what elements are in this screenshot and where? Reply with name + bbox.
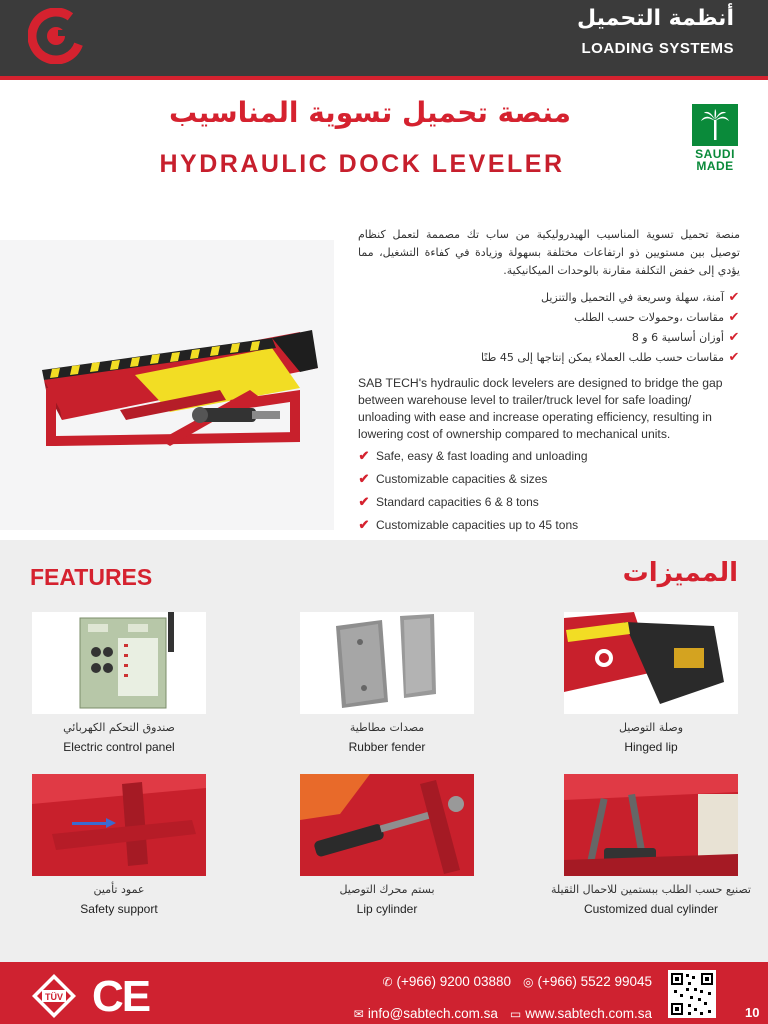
tuv-text: TÜV <box>45 992 63 1002</box>
dual-cylinder-image <box>564 774 738 876</box>
list-item-text: مقاسات حسب طلب العملاء يمكن إنتاجها إلى 45 طنًا <box>480 351 724 364</box>
checkmark-icon: ✔ <box>358 447 370 463</box>
feature-card-safety-support <box>16 774 222 916</box>
list-item <box>358 328 740 348</box>
web-row <box>354 1006 652 1021</box>
feature-caption-ar: مصدات مطاطية <box>349 721 425 734</box>
website-link[interactable] <box>510 1006 652 1021</box>
phone-icon: ✆ <box>382 974 393 989</box>
feature-caption-ar: عمود تأمين <box>93 883 145 896</box>
list-item-text: Safe, easy & fast loading and unloading <box>376 448 588 463</box>
product-title-ar: منصة تحميل تسوية المناسيب <box>169 96 571 129</box>
email-link[interactable] <box>354 1006 498 1021</box>
description-en: SAB TECH's hydraulic dock levelers are designed to bridge the gap between warehouse level to trailer/truck level for safe loading/ unloading with ease and increase operating efficiency, resulting in lowering cost of ownership compared to mechanical units. <box>358 376 723 441</box>
dock-leveler-illustration <box>0 240 334 530</box>
feature-card-electric-control-panel <box>16 612 222 754</box>
feature-card-customized-dual-cylinder <box>548 774 754 916</box>
page-header <box>0 0 768 76</box>
feature-caption-en: Safety support <box>80 902 158 916</box>
list-item <box>358 467 742 490</box>
feature-caption-ar: وصلة التوصيل <box>618 721 684 734</box>
feature-card-rubber-fender <box>284 612 490 754</box>
checkmark-icon: ✔ <box>728 290 740 305</box>
checkmark-icon: ✔ <box>358 516 370 532</box>
feature-card-lip-cylinder <box>284 774 490 916</box>
sabtech-logo-icon <box>28 8 84 64</box>
list-item <box>358 308 740 328</box>
ce-mark: CE <box>92 972 150 1021</box>
electric-control-panel-image <box>32 612 206 714</box>
tuv-certification-icon <box>30 972 78 1020</box>
list-item-text: Customizable capacities & sizes <box>376 471 548 486</box>
description-ar: منصة تحميل تسوية المناسيب الهيدروليكية من ساب تك مصممة لتعمل كنظام توصيل بين مستويين ذو ارتفاعات مختلفة بسهولة وزيادة في كفاءة التشغيل، مما يؤدي إلى خفض التكلفة مقارنة بالوحدات الميكانيكية. <box>358 228 740 277</box>
whatsapp-contact[interactable] <box>523 974 652 989</box>
header-title-en: LOADING SYSTEMS <box>581 40 734 57</box>
feature-caption-en: Customized dual cylinder <box>583 902 719 916</box>
features-heading-ar: المميزات <box>622 558 738 588</box>
list-item <box>358 444 742 467</box>
phone-row <box>382 974 652 989</box>
feature-caption-ar: صندوق التحكم الكهربائي <box>63 721 175 734</box>
header-divider <box>0 76 768 80</box>
list-item-text: مقاسات ،وحمولات حسب الطلب <box>574 311 724 324</box>
header-title-ar: أنظمة التحميل <box>577 6 734 31</box>
page-number: 10 <box>745 1005 760 1020</box>
email-icon: ✉ <box>353 1006 364 1021</box>
list-item-text: آمنة، سهلة وسريعة في التحميل والتنزيل <box>541 291 724 304</box>
list-item <box>358 513 742 536</box>
checkmark-icon: ✔ <box>358 470 370 486</box>
website-url: www.sabtech.com.sa <box>525 1006 652 1021</box>
dock-leveler-image <box>0 240 334 530</box>
made-line: MADE <box>696 159 734 173</box>
safety-support-image <box>32 774 206 876</box>
list-item <box>358 490 742 513</box>
saudi-made-badge <box>692 104 738 172</box>
checkmark-icon: ✔ <box>358 493 370 509</box>
feature-caption-ar: بستم محرك التوصيل <box>339 883 435 896</box>
checkmark-icon: ✔ <box>728 310 740 325</box>
list-item-text: Standard capacities 6 & 8 tons <box>376 494 539 509</box>
email-address: info@sabtech.com.sa <box>367 1006 498 1021</box>
saudi-made-text <box>692 148 738 172</box>
features-heading-en: FEATURES <box>30 564 153 590</box>
whatsapp-icon: ◎ <box>523 974 534 989</box>
monitor-icon: ▭ <box>509 1006 522 1021</box>
product-title-en: HYDRAULIC DOCK LEVELER <box>159 150 565 178</box>
feature-caption-ar: تصنيع حسب الطلب ببستمين للاحمال الثقيلة <box>551 883 751 896</box>
feature-card-hinged-lip <box>548 612 754 754</box>
list-item <box>358 288 740 308</box>
feature-caption-en: Electric control panel <box>63 740 175 754</box>
feature-caption-en: Hinged lip <box>624 740 678 754</box>
features-list-en <box>358 444 742 536</box>
checkmark-icon: ✔ <box>728 350 740 365</box>
feature-caption-en: Rubber fender <box>348 740 426 754</box>
hinged-lip-image <box>564 612 738 714</box>
phone-contact[interactable] <box>382 974 511 989</box>
feature-caption-en: Lip cylinder <box>356 902 418 916</box>
page-footer <box>0 962 768 1024</box>
list-item-text: أوزان أساسية 6 و 8 <box>631 331 724 344</box>
features-section <box>0 540 768 962</box>
rubber-fender-image <box>300 612 474 714</box>
checkmark-icon: ✔ <box>728 330 740 345</box>
features-list-ar <box>358 288 740 368</box>
phone-number: (+966) 9200 03880 <box>396 974 512 989</box>
qr-code-icon <box>668 970 716 1018</box>
lip-cylinder-image <box>300 774 474 876</box>
whatsapp-number: (+966) 5522 99045 <box>537 974 652 989</box>
list-item <box>358 348 740 368</box>
list-item-text: Customizable capacities up to 45 tons <box>376 517 579 532</box>
palm-icon <box>692 104 738 146</box>
saudi-line: SAUDI <box>695 147 735 161</box>
